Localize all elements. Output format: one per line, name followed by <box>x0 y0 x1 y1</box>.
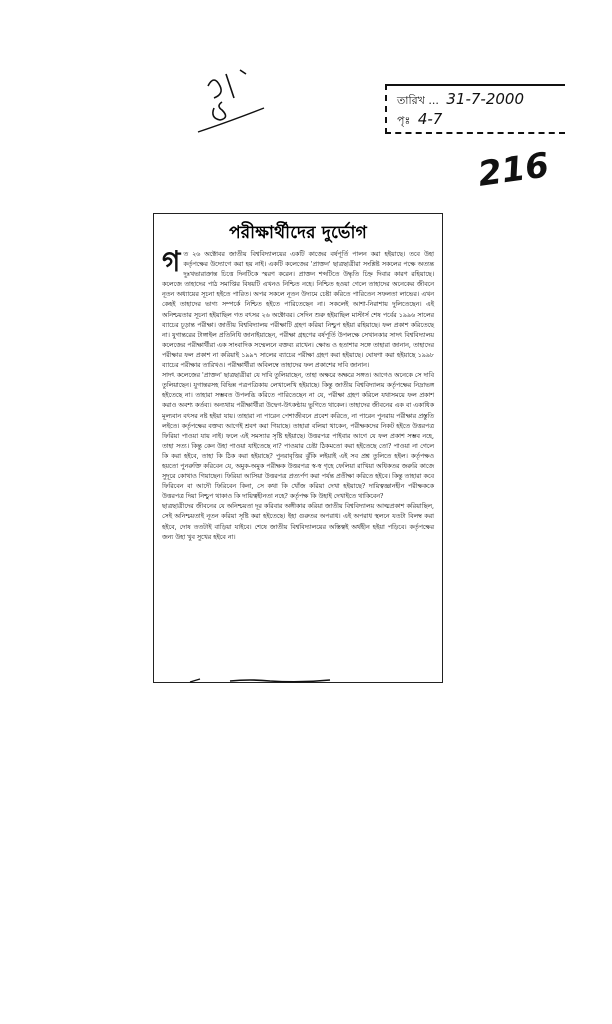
handwritten-mark <box>196 64 318 185</box>
article-paragraph: সাদৎ কলেজের 'প্রাক্তন' ছাত্রছাত্রীরা যে দাবি তুলিয়াছেন, তাহা অক্ষরে অক্ষরে সঙ্গত। আগেও অনেকে সে দাবি তুলিয়াছেন। যুগান্তরসহ বিভিন্ন পত্রপত্রিকায় লেখালেখি হইয়াছে। কিন্তু জাতীয় বিশ্ববিদ্যালয় কর্তৃপক্ষের নিদ্রাভঙ্গ হইতেছে না। তাহারা সম্ভবত উপলব্ধি করিতে পারিতেছেন না যে, পরীক্ষা গ্রহণ করিলে যথাসময়ে ফল প্রকাশ করাও অবশ্য কর্তব্য। অন্যথায় পরীক্ষার্থীরা উদ্বেগ-উৎকণ্ঠায় ভুগিতে থাকেন। তাহাদের জীবনের এক বা একাধিক মূল্যবান বৎসর নষ্ট হইয়া যায়। তাহারা না পারেন পেশাজীবনে প্রবেশ করিতে, না পারেন পুনরায় পরীক্ষার প্রস্তুতি লইতে। কর্তৃপক্ষের বক্তব্য আগেই শ্রবণ করা গিয়াছে। তাহারা বলিয়া থাকেন, পরীক্ষকদের নিকট হইতে উত্তরপত্র ফিরিয়া পাওয়া যায় নাই। ফলে এই সমস্যার সৃষ্টি হইয়াছে। উত্তরপত্র পাইবার আগে যে ফল প্রকাশ সম্ভব নহে, তাহা সত্য। কিন্তু কেন উহা পাওয়া যাইতেছে না? পাওয়ার চেষ্টা ঠিকমতো করা হইতেছে তো? পাওয়া না গেলে কি করা হইবে, তাহা কি ঠিক করা হইয়াছে? পুনরাবৃত্তির ঝুঁকি লইয়াই এই সব প্রশ্ন তুলিতে হইল। কর্তৃপক্ষও হয়তো পুনরুক্তি করিবেন যে, অমুক-অমুক পরীক্ষক উত্তরপত্র স্ব-স্ব গৃহে ফেলিয়া রাখিয়া অধিকতর জরুরি কাজে সুদূরে কোথাও গিয়াছেন। ফিরিয়া আসিয়া উত্তরপত্র প্রত্যর্পণ করা পর্যন্ত প্রতীক্ষা করিতে হইবে। কিন্তু তাহারা কবে ফিরিবেন বা আদৌ ফিরিবেন কিনা, সে কথা কি খোঁজ করিয়া দেখা হইয়াছে? দায়িত্বজ্ঞানহীন পরীক্ষককে উত্তরপত্র দিয়া নিশ্চুপ থাকাও কি দায়িত্বহীনতা নহে? কর্তৃপক্ষ কি উহাই দেখাইতে থাকিবেন? <box>162 372 434 501</box>
date-stamp-box <box>385 84 565 134</box>
article-paragraph: ত ২৬ অক্টোবর জাতীয় বিশ্ববিদ্যালয়ের একটি কাজের বর্ষপূর্তি পালন করা হইয়াছে। তবে উহা কর্তৃপক্ষের উদ্যোগে করা হয় নাই। একটি কলেজের 'প্রাক্তন' ছাত্রছাত্রীরা সংশ্লিষ্ট সকলের পক্ষে অত্যন্ত দুঃখভারাক্রান্ত চিত্তে দিনটিকে স্মরণ করেন। প্রাক্তন শব্দটিতে উদ্ধৃতি চিহ্ন দিবার কারণ রহিয়াছে। কলেজে তাহাদের পাঠ সমাপ্তির বিষয়টি এখনও নিশ্চিত নহে। নিশ্চিত হওয়া গেলে তাহাদের অনেকের জীবনে নূতন অধ্যায়ের সূচনা হইতে পারিত। অপর সকলে নূতন উদ্যমে চেষ্টা করিতে পারিতেন সফলতা লাভের। এখন কেহই তাহাদের ভাগ্য সম্পর্কে নিশ্চিত হইতে পারিতেছেন না। সকলেই আশা-নিরাশায় দুলিতেছেন। এই অনিশ্চয়তার সূচনা হইয়াছিল গত বৎসর ২৬ অক্টোবর। সেদিন শুরু হইয়াছিল মাস্টার্স শেষ পর্বের ১৯৯৬ সালের ব্যাচের চূড়ান্ত পরীক্ষা। জাতীয় বিশ্ববিদ্যালয় পরীক্ষাটি গ্রহণ করিয়া নিশ্চুপ হইয়া রহিয়াছে। ফল প্রকাশ করিতেছে না। যুগান্তরের টাঙ্গাইল প্রতিনিধি জানাইয়াছেন, পরীক্ষা গ্রহণের বর্ষপূর্তি উপলক্ষে সেখানকার সাদৎ বিশ্ববিদ্যালয় কলেজের পরীক্ষার্থীরা এক সাংবাদিক সম্মেলনে বক্তব্য রাখেন। ক্ষোভ ও হতাশার সঙ্গে তাহারা জানান, তাহাদের পরীক্ষার ফল প্রকাশ না করিয়াই ১৯৯৭ সালের ব্যাচের পরীক্ষা গ্রহণ করা হইয়াছে। ঘোষণা করা হইয়াছে ১৯৯৮ ব্যাচের পরীক্ষার তারিখও। পরীক্ষার্থীরা অবিলম্বে তাহাদের ফল প্রকাশের দাবি জানান। <box>162 251 434 370</box>
article-dropcap: গ <box>162 245 181 278</box>
page-value: 4-7 <box>417 110 443 128</box>
newspaper-clipping <box>153 213 443 683</box>
page-row <box>397 110 442 131</box>
bottom-pen-stroke <box>40 672 340 686</box>
article-paragraph: ছাত্রছাত্রীদের জীবনের যে অনিশ্চয়তা দূর করিবার অঙ্গীকার করিয়া জাতীয় বিশ্ববিদ্যালয় আত্মপ্রকাশ করিয়াছিল, সেই অনিশ্চয়তাই নূতন করিয়া সৃষ্টি করা হইতেছে। ইহা গুরুতর অপরাধ। এই অপরাধ স্থলনে যতটা বিলম্ব করা হইবে, দোষ ততটাই বাড়িয়া যাইবে। শেষে জাতীয় বিশ্ববিদ্যালয়ের অস্তিত্বই অর্থহীন হইয়া পড়িবে। কর্তৃপক্ষের জন্য উহা খুব সুখের হইবে না। <box>162 503 434 541</box>
date-row: তারিখ ... 31-7-2000 <box>397 90 525 108</box>
handwritten-mark-text: ঋ/৪ <box>316 184 318 185</box>
article-headline: পরীক্ষার্থীদের দুর্ভোগ <box>229 223 367 243</box>
date-label: তারিখ <box>397 94 425 107</box>
handwritten-page-number: 216 <box>475 145 552 195</box>
page-label: পৃঃ <box>397 114 411 127</box>
date-value: 31-7-2000 <box>446 90 525 108</box>
article-body <box>162 245 434 668</box>
